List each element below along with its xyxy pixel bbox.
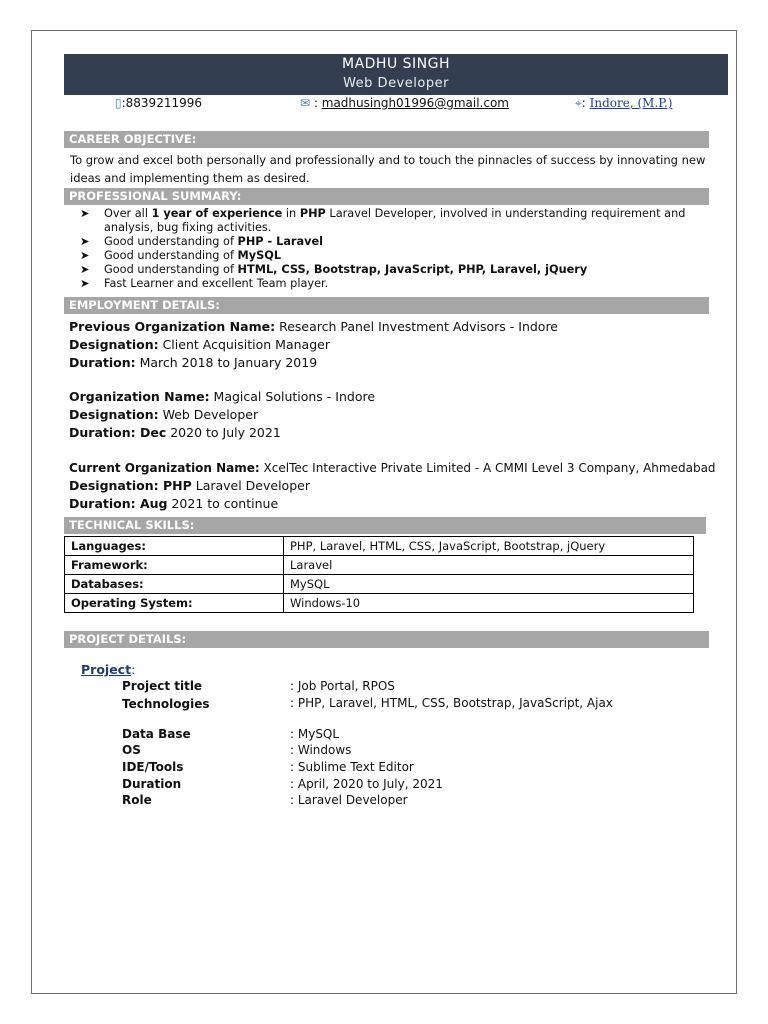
project-os-value: : Windows	[290, 743, 352, 757]
employment-2-designation: Designation: Web Developer	[69, 407, 259, 422]
header-banner	[64, 54, 728, 95]
section-employment-details: EMPLOYMENT DETAILS:	[64, 297, 709, 314]
candidate-name: MADHU SINGH	[341, 56, 451, 72]
employment-2-duration: Duration: Dec 2020 to July 2021	[69, 425, 281, 440]
project-duration-label: Duration	[122, 777, 182, 791]
employment-3-duration: Duration: Aug 2021 to continue	[69, 496, 279, 511]
project-title-value: : Job Portal, RPOS	[290, 679, 395, 693]
arrow-bullet-icon: ➤	[80, 207, 90, 220]
arrow-bullet-icon: ➤	[80, 263, 90, 276]
project-ide-label: IDE/Tools	[122, 760, 184, 774]
email-separator: :	[313, 96, 318, 110]
project-heading-link[interactable]: Project	[81, 662, 132, 677]
phone-number: :8839211996	[121, 96, 202, 110]
table-row: Framework: Laravel	[65, 556, 694, 575]
employment-1-duration: Duration: March 2018 to January 2019	[69, 355, 318, 370]
section-project-details: PROJECT DETAILS:	[64, 631, 709, 648]
project-ide-value: : Sublime Text Editor	[290, 760, 414, 774]
project-title-label: Project title	[122, 679, 203, 693]
location-link[interactable]: Indore, (M.P.)	[589, 96, 673, 110]
employment-3-designation: Designation: PHP Laravel Developer	[69, 478, 310, 493]
table-row: Operating System: Windows-10	[65, 594, 694, 613]
arrow-bullet-icon: ➤	[80, 235, 90, 248]
contact-phone	[115, 96, 202, 110]
location-separator: :	[581, 96, 586, 110]
project-os-label: OS	[122, 743, 141, 757]
contact-email	[300, 96, 509, 110]
table-row: Databases: MySQL	[65, 575, 694, 594]
list-item: ➤ Good understanding of MySQL	[80, 249, 282, 262]
employment-1-designation: Designation: Client Acquisition Manager	[69, 337, 330, 352]
section-career-objective: CAREER OBJECTIVE:	[64, 131, 709, 148]
table-row: Languages: PHP, Laravel, HTML, CSS, JavaScript, Bootstrap, jQuery	[65, 537, 694, 556]
summary-list	[80, 207, 710, 291]
project-db-label: Data Base	[122, 727, 191, 741]
email-link[interactable]: madhusingh01996@gmail.com	[321, 96, 509, 110]
phone-icon: ▯	[115, 96, 122, 110]
project-role-value: : Laravel Developer	[290, 793, 408, 807]
list-item: ➤ Good understanding of PHP - Laravel	[80, 235, 324, 248]
map-pin-icon: ⌖	[575, 96, 582, 110]
employment-1-org: Previous Organization Name: Research Panel Investment Advisors - Indore	[69, 319, 558, 334]
list-item: ➤ Fast Learner and excellent Team player.	[80, 277, 329, 290]
candidate-role: Web Developer	[343, 76, 449, 91]
project-tech-value: : PHP, Laravel, HTML, CSS, Bootstrap, JavaScript, Ajax	[290, 696, 613, 710]
employment-2-org: Organization Name: Magical Solutions - Indore	[69, 389, 376, 404]
project-tech-label: Technologies	[122, 697, 210, 711]
employment-3-org: Current Organization Name: XcelTec Interactive Private Limited - A CMMI Level 3 Company, Ahmedabad	[69, 461, 716, 475]
section-professional-summary: PROFESSIONAL SUMMARY:	[64, 188, 709, 205]
project-role-label: Role	[122, 793, 152, 807]
list-item: ➤ Over all 1 year of experience in PHP Laravel Developer, involved in understanding requirement and analysis, bug fixing activities.	[80, 207, 686, 234]
envelope-icon: ✉	[300, 96, 311, 110]
contact-location	[575, 96, 672, 111]
arrow-bullet-icon: ➤	[80, 277, 90, 290]
arrow-bullet-icon: ➤	[80, 249, 90, 262]
career-objective-text: To grow and excel both personally and professionally and to touch the pinnacles of success by innovating new ideas and implementing them as desired.	[70, 153, 706, 185]
section-technical-skills: TECHNICAL SKILLS:	[64, 517, 706, 534]
project-db-value: : MySQL	[290, 727, 340, 741]
project-duration-value: : April, 2020 to July, 2021	[290, 777, 443, 791]
skills-table	[64, 536, 694, 613]
project-heading: Project:	[81, 662, 136, 677]
list-item: ➤ Good understanding of HTML, CSS, Bootstrap, JavaScript, PHP, Laravel, jQuery	[80, 263, 588, 276]
